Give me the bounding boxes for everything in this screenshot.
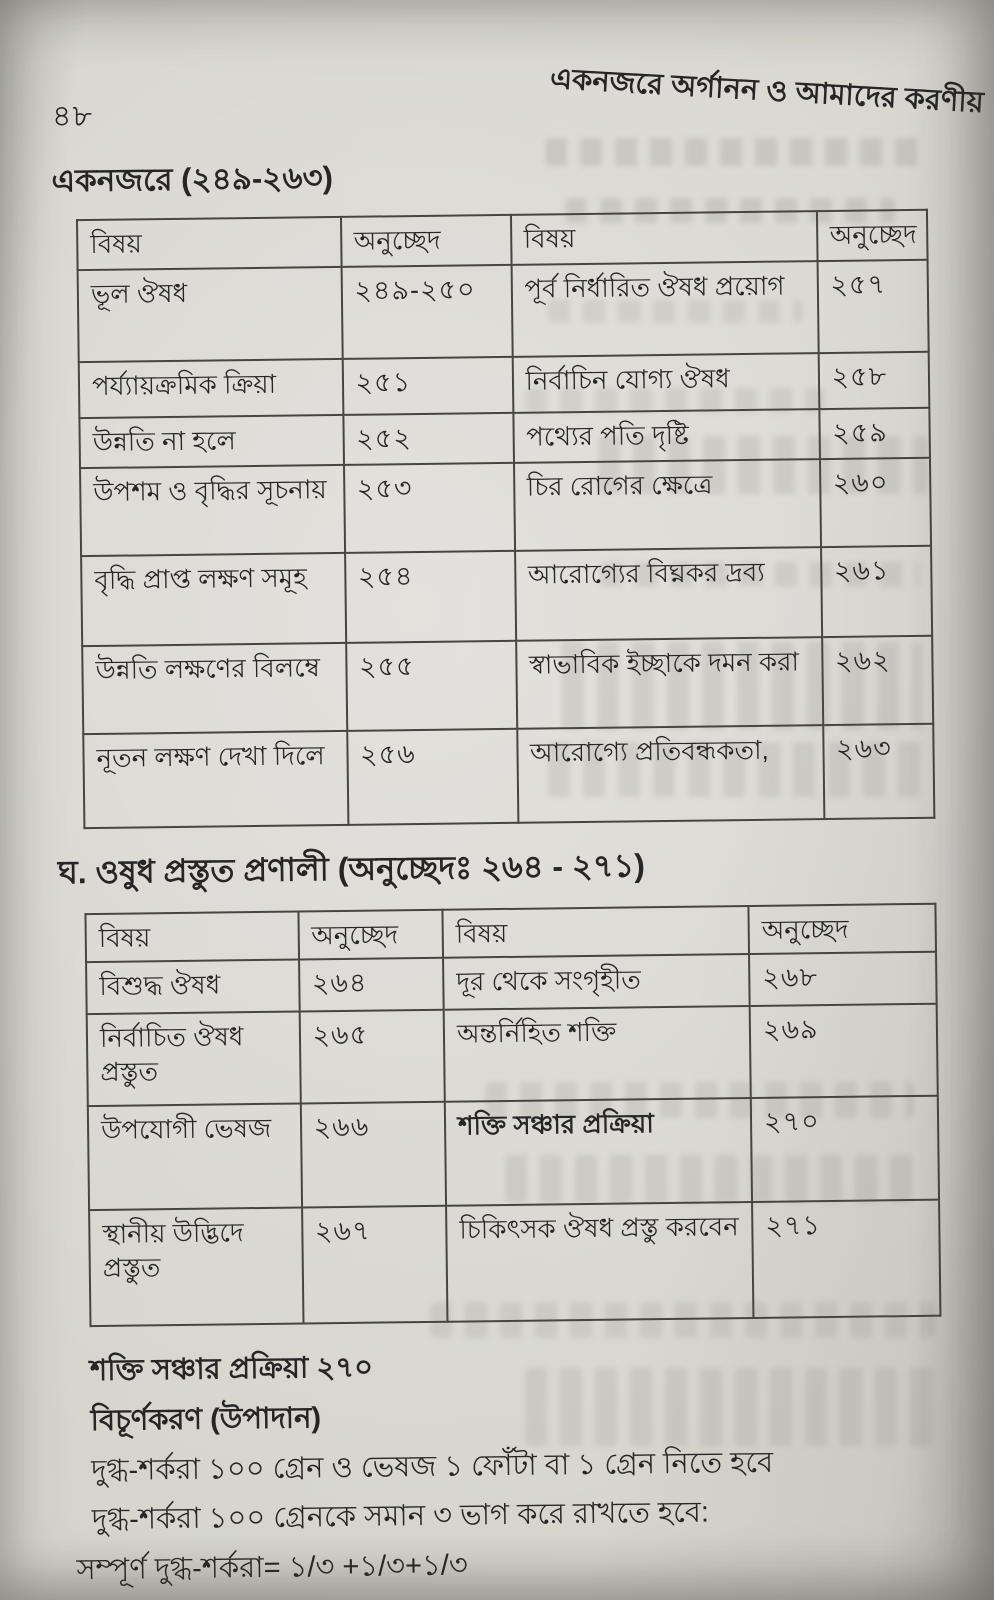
column-header: বিষয় <box>442 906 749 958</box>
table-cell: ২৬৩ <box>823 723 935 818</box>
table-cell: বিশুদ্ধ ঔষধ <box>86 959 299 1014</box>
table-cell: শক্তি সঞ্চার প্রক্রিয়া <box>445 1098 752 1206</box>
table-cell: ২৫৪ <box>345 550 516 642</box>
table-cell: ২৬৯ <box>750 1004 938 1098</box>
column-header: অনুচ্ছেদ <box>340 215 511 267</box>
table-cell: উন্নতি না হলে <box>79 415 343 468</box>
table-row <box>80 457 931 555</box>
table-cell: নূতন লক্ষণ দেখা দিলে <box>83 731 348 828</box>
table-cell: ২৫৬ <box>347 728 518 824</box>
section1-title: একনজরে (২৪৯-২৬৩) <box>51 160 334 199</box>
table-cell: পথ্যের পতি দৃষ্টি <box>513 409 820 462</box>
table-cell: ২৬৭ <box>302 1206 448 1324</box>
table-cell: ২৬৬ <box>300 1102 446 1208</box>
table-cell: ভূল ঔষধ <box>78 267 343 362</box>
table-cell: উপশম ও বৃদ্ধির সূচনায় <box>80 465 345 556</box>
table-cell: ২৫৮ <box>818 352 929 409</box>
table-cell: উন্নতি লক্ষণের বিলম্বে <box>82 643 347 734</box>
note-line: শক্তি সঞ্চার প্রক্রিয়া ২৭০ <box>89 1351 374 1388</box>
column-header: বিষয় <box>510 211 817 265</box>
table-cell: ২৫২ <box>343 413 514 465</box>
footer-notes <box>76 1338 957 1594</box>
table-cell: চিকিৎসক ঔষধ প্রস্তু করবেন <box>446 1202 753 1322</box>
table-cell: ২৫৯ <box>819 408 930 459</box>
table-cell: বৃদ্ধি প্রাপ্ত লক্ষণ সমূহ <box>81 553 346 646</box>
table-cell: ২৬৫ <box>299 1010 445 1104</box>
table-cell: পূর্ব নির্ধারিত ঔষধ প্রয়োগ <box>511 261 818 357</box>
table-row <box>78 260 929 362</box>
note-line: দুগ্ধ-শর্করা ১০০ গ্রেন ও ভেষজ ১ ফোঁটা বা ১ গ্রেন নিতে হবে <box>91 1446 774 1487</box>
table-row <box>81 545 932 645</box>
table-cell: ২৬৮ <box>749 952 937 1006</box>
table-cell: উপযোগী ভেষজ <box>88 1103 302 1210</box>
column-header: অনুচ্ছেদ <box>816 210 927 261</box>
table-cell: ২৬০ <box>819 457 931 546</box>
note-line: সম্পূর্ণ দুগ্ধ-শর্করা= ১/৩ +১/৩+১/৩ <box>76 1549 468 1587</box>
paragraph-index-table-264-271 <box>84 902 941 1327</box>
table-cell: ২৬১ <box>821 545 933 636</box>
column-header: বিষয় <box>77 217 341 270</box>
table-cell: স্বাভাবিক ইচ্ছাকে দমন করা <box>516 637 823 729</box>
column-header: অনুচ্ছেদ <box>748 903 936 954</box>
paragraph-index-table-249-263 <box>76 209 935 829</box>
table-cell: ২৬২ <box>822 635 934 724</box>
table-cell: আরোগ্যের বিঘ্নকর দ্রব্য <box>515 547 822 641</box>
page-content <box>49 147 957 1599</box>
table-cell: ২৫৭ <box>817 260 929 353</box>
page-number: ৪৮ <box>52 100 93 133</box>
table-cell: নির্বাচিত ঔষধ প্রস্তুত <box>87 1011 301 1106</box>
table-cell: অন্তর্নিহিত শক্তি <box>444 1006 751 1102</box>
section2-title: ঘ. ওষুধ প্রস্তুত প্রণালী (অনুচ্ছেদঃ ২৬৪ - ২৭১) <box>57 846 646 891</box>
table-cell: ২৭১ <box>752 1200 940 1318</box>
table-row <box>87 1004 938 1106</box>
table-cell: ২৪৯-২৫০ <box>341 265 512 359</box>
table-cell: ২৫৩ <box>344 462 515 552</box>
table-row <box>83 723 934 827</box>
table-cell: ২৫৫ <box>346 640 517 730</box>
note-line: বিচূর্ণকরণ (উপাদান) <box>90 1402 322 1437</box>
column-header: বিষয় <box>85 911 298 962</box>
table-row <box>88 1096 939 1210</box>
table-cell: নির্বাচিন যোগ্য ঔষধ <box>512 353 819 413</box>
table-row <box>79 352 930 418</box>
table-cell: চির রোগের ক্ষেত্রে <box>513 459 820 551</box>
column-header: অনুচ্ছেদ <box>298 909 443 959</box>
table-cell: ২৫১ <box>342 357 513 415</box>
table-cell: স্থানীয় উদ্ভিদে প্রস্তুত <box>89 1207 303 1326</box>
running-header: একনজরে অর্গানন ও আমাদের করণীয় <box>548 63 985 120</box>
table-cell: পর্য্যায়ক্রমিক ক্রিয়া <box>79 359 343 418</box>
table-row <box>82 635 933 733</box>
table-cell: ২৭০ <box>751 1096 939 1202</box>
table-row <box>89 1200 940 1326</box>
table-cell: আরোগ্যে প্রতিবন্ধকতা, <box>517 725 824 823</box>
note-line: দুগ্ধ-শর্করা ১০০ গ্রেনকে সমান ৩ ভাগ করে রাখতে হবে: <box>91 1496 710 1537</box>
table-cell: দূর থেকে সংগৃহীত <box>443 954 750 1010</box>
table-cell: ২৬৪ <box>299 958 444 1012</box>
